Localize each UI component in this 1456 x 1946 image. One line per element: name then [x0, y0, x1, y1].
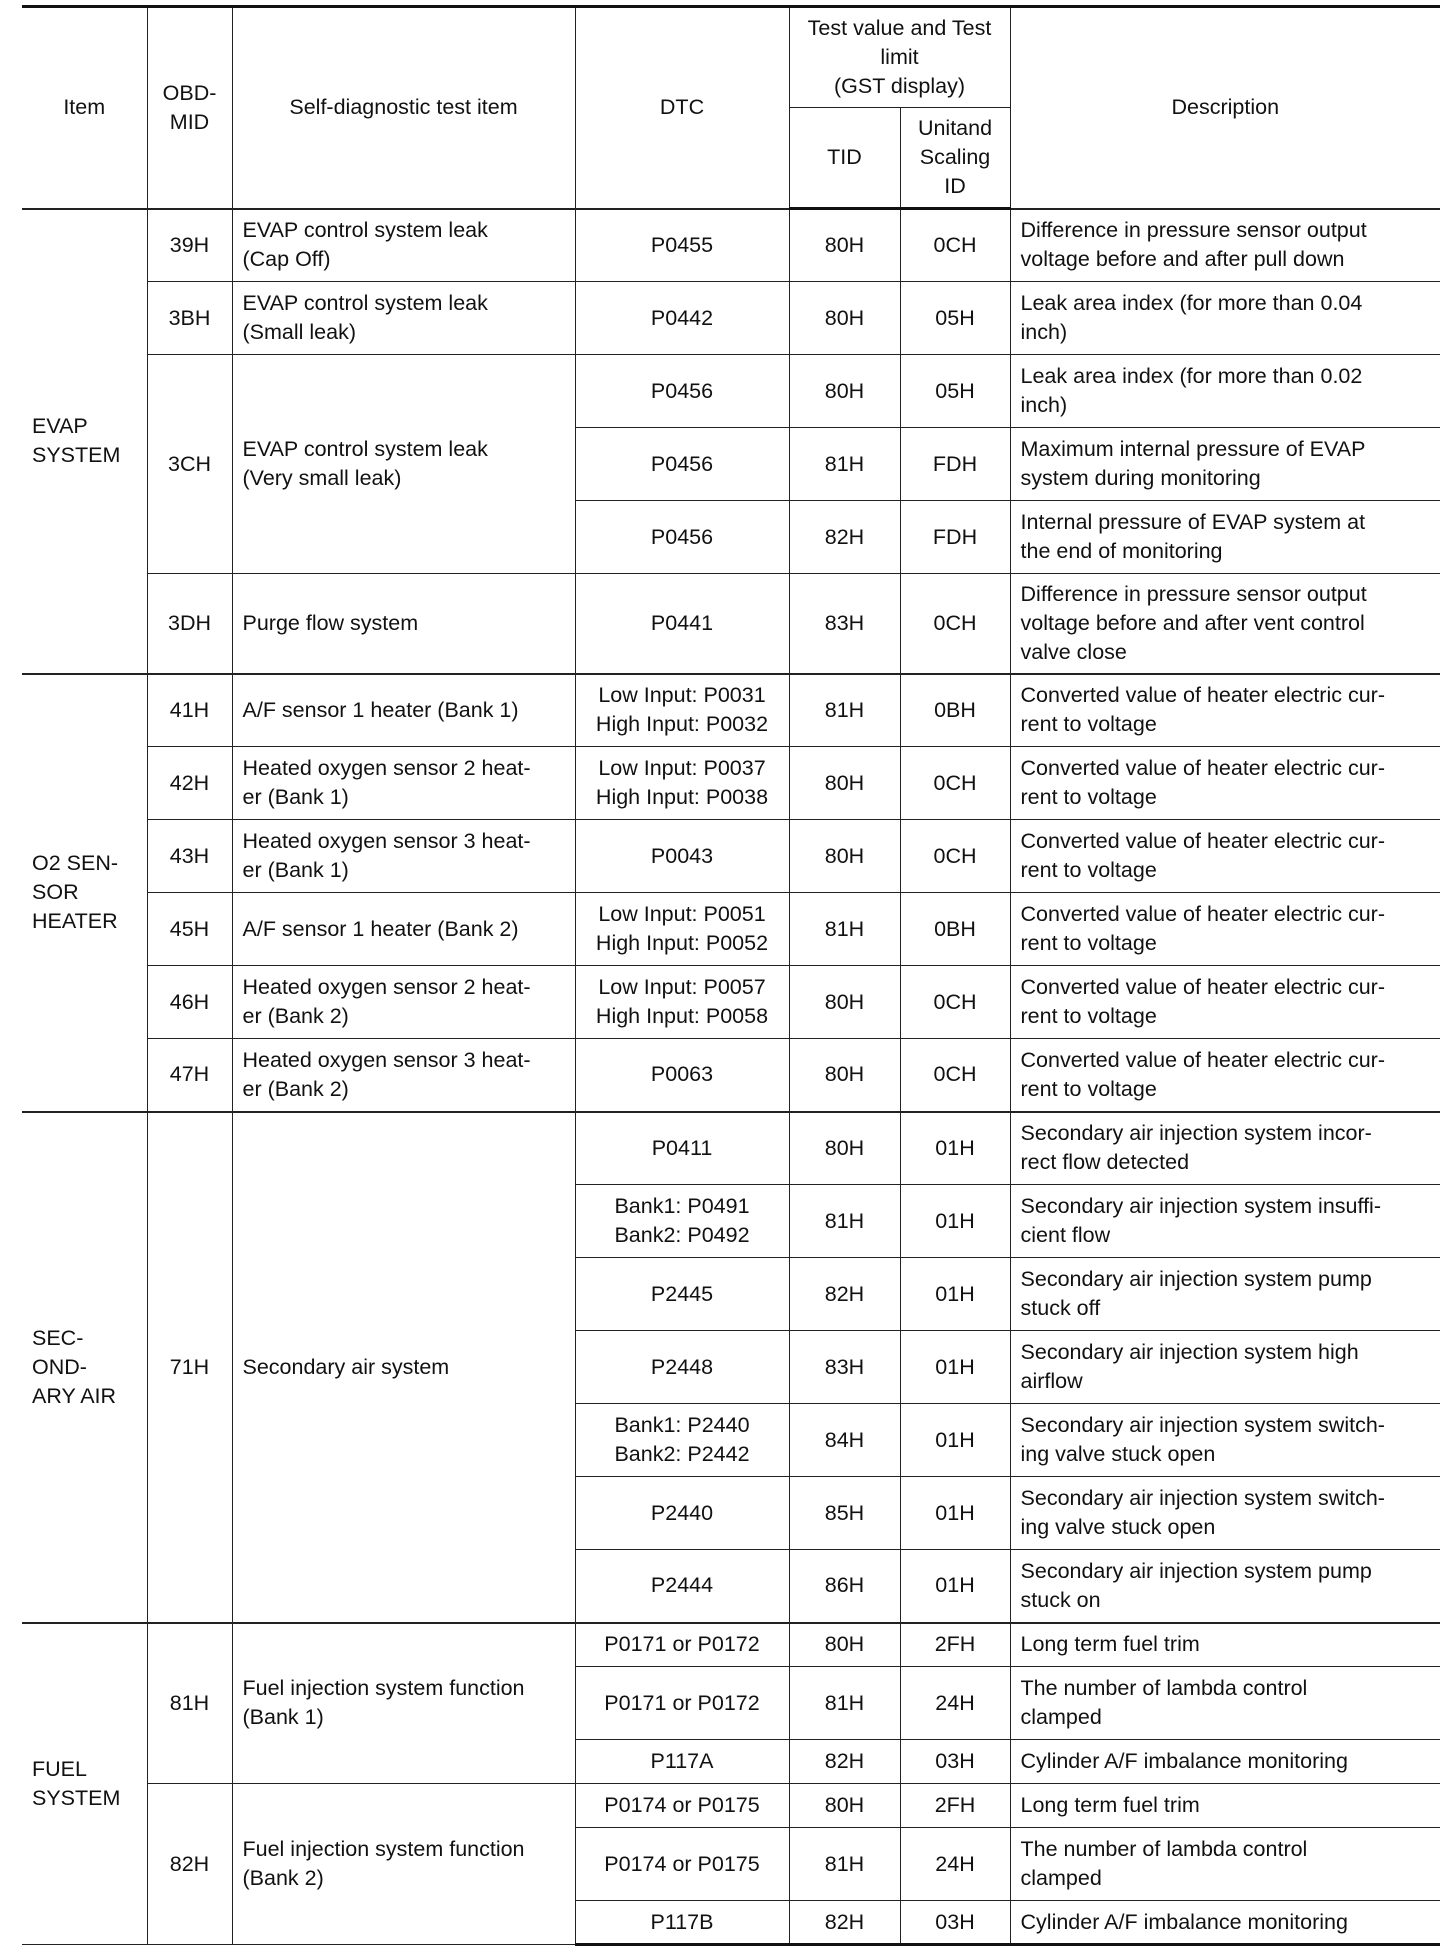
unit-scaling-cell: 01H	[900, 1112, 1010, 1185]
group-secondary-air	[22, 1112, 1440, 1623]
test-item-cell: Heated oxygen sensor 2 heat- er (Bank 1)	[232, 747, 575, 820]
unit-scaling-cell: FDH	[900, 428, 1010, 501]
unit-scaling-cell: 0CH	[900, 574, 1010, 674]
table-row	[22, 1784, 1440, 1828]
unit-scaling-cell: 24H	[900, 1667, 1010, 1740]
unit-scaling-cell: 0CH	[900, 1039, 1010, 1112]
dtc-cell: Low Input: P0051 High Input: P0052	[575, 893, 789, 966]
table-row	[22, 355, 1440, 428]
tid-cell: 82H	[789, 1901, 900, 1945]
tid-cell: 83H	[789, 574, 900, 674]
tid-cell: 84H	[789, 1404, 900, 1477]
unit-scaling-cell: 2FH	[900, 1784, 1010, 1828]
description-cell: Secondary air injection system insuffi- cient flow	[1010, 1185, 1440, 1258]
obd-mid-cell: 81H	[147, 1623, 232, 1784]
dtc-cell: P0043	[575, 820, 789, 893]
item-cell: SEC- OND- ARY AIR	[22, 1112, 147, 1623]
obd-mid-cell: 46H	[147, 966, 232, 1039]
description-cell: Converted value of heater electric cur- rent to voltage	[1010, 893, 1440, 966]
description-cell: Secondary air injection system pump stuck off	[1010, 1258, 1440, 1331]
tid-cell: 80H	[789, 282, 900, 355]
dtc-cell: P117A	[575, 1740, 789, 1784]
group-evap-system	[22, 209, 1440, 674]
tid-cell: 81H	[789, 428, 900, 501]
unit-scaling-cell: 0BH	[900, 893, 1010, 966]
table-row	[22, 1039, 1440, 1112]
header-unit-scaling: Unitand Scaling ID	[900, 108, 1010, 209]
table-row	[22, 966, 1440, 1039]
description-cell: Leak area index (for more than 0.04 inch)	[1010, 282, 1440, 355]
description-cell: Converted value of heater electric cur- rent to voltage	[1010, 966, 1440, 1039]
dtc-cell: P2448	[575, 1331, 789, 1404]
unit-scaling-cell: 0BH	[900, 674, 1010, 747]
test-item-cell: Fuel injection system function (Bank 2)	[232, 1784, 575, 1945]
obd-mid-cell: 3BH	[147, 282, 232, 355]
dtc-cell: Low Input: P0037 High Input: P0038	[575, 747, 789, 820]
tid-cell: 85H	[789, 1477, 900, 1550]
header-tid: TID	[789, 108, 900, 209]
test-item-cell: Heated oxygen sensor 2 heat- er (Bank 2)	[232, 966, 575, 1039]
description-cell: The number of lambda control clamped	[1010, 1828, 1440, 1901]
table-header	[22, 7, 1440, 209]
obd-mid-cell: 82H	[147, 1784, 232, 1945]
unit-scaling-cell: 05H	[900, 355, 1010, 428]
unit-scaling-cell: 03H	[900, 1740, 1010, 1784]
test-item-cell: EVAP control system leak (Cap Off)	[232, 209, 575, 282]
description-cell: Long term fuel trim	[1010, 1784, 1440, 1828]
tid-cell: 80H	[789, 355, 900, 428]
dtc-cell: Bank1: P2440 Bank2: P2442	[575, 1404, 789, 1477]
unit-scaling-cell: 01H	[900, 1185, 1010, 1258]
description-cell: Secondary air injection system switch- ing valve stuck open	[1010, 1404, 1440, 1477]
item-cell: FUEL SYSTEM	[22, 1623, 147, 1945]
table-row	[22, 747, 1440, 820]
header-obd-mid: OBD- MID	[147, 7, 232, 209]
tid-cell: 80H	[789, 1112, 900, 1185]
test-item-cell: EVAP control system leak (Small leak)	[232, 282, 575, 355]
dtc-cell: P0174 or P0175	[575, 1784, 789, 1828]
item-cell: EVAP SYSTEM	[22, 209, 147, 674]
description-cell: Converted value of heater electric cur- rent to voltage	[1010, 820, 1440, 893]
unit-scaling-cell: 24H	[900, 1828, 1010, 1901]
dtc-cell: Bank1: P0491 Bank2: P0492	[575, 1185, 789, 1258]
description-cell: Converted value of heater electric cur- rent to voltage	[1010, 674, 1440, 747]
dtc-cell: P117B	[575, 1901, 789, 1945]
obd-mid-cell: 45H	[147, 893, 232, 966]
dtc-cell: P0441	[575, 574, 789, 674]
description-cell: Difference in pressure sensor output voltage before and after pull down	[1010, 209, 1440, 282]
header-dtc: DTC	[575, 7, 789, 209]
obd-mid-cell: 3DH	[147, 574, 232, 674]
tid-cell: 80H	[789, 747, 900, 820]
dtc-cell: P2445	[575, 1258, 789, 1331]
obd-mid-cell: 43H	[147, 820, 232, 893]
tid-cell: 80H	[789, 1623, 900, 1667]
description-cell: The number of lambda control clamped	[1010, 1667, 1440, 1740]
description-cell: Cylinder A/F imbalance monitoring	[1010, 1901, 1440, 1945]
tid-cell: 81H	[789, 1667, 900, 1740]
unit-scaling-cell: 0CH	[900, 747, 1010, 820]
header-item: Item	[22, 7, 147, 209]
dtc-cell: Low Input: P0057 High Input: P0058	[575, 966, 789, 1039]
test-item-cell: A/F sensor 1 heater (Bank 1)	[232, 674, 575, 747]
dtc-cell: P0456	[575, 355, 789, 428]
dtc-cell: P0063	[575, 1039, 789, 1112]
dtc-cell: Low Input: P0031 High Input: P0032	[575, 674, 789, 747]
header-description: Description	[1010, 7, 1440, 209]
description-cell: Maximum internal pressure of EVAP system during monitoring	[1010, 428, 1440, 501]
dtc-cell: P0171 or P0172	[575, 1623, 789, 1667]
test-item-cell: Secondary air system	[232, 1112, 575, 1623]
obd-mid-cell: 3CH	[147, 355, 232, 574]
unit-scaling-cell: 2FH	[900, 1623, 1010, 1667]
obd-mid-cell: 71H	[147, 1112, 232, 1623]
description-cell: Secondary air injection system pump stuck on	[1010, 1550, 1440, 1623]
tid-cell: 80H	[789, 820, 900, 893]
dtc-cell: P0456	[575, 428, 789, 501]
tid-cell: 82H	[789, 1740, 900, 1784]
tid-cell: 80H	[789, 209, 900, 282]
tid-cell: 81H	[789, 1185, 900, 1258]
header-test-value: Test value and Test limit (GST display)	[789, 7, 1010, 108]
dtc-cell: P0442	[575, 282, 789, 355]
group-fuel-system	[22, 1623, 1440, 1945]
description-cell: Long term fuel trim	[1010, 1623, 1440, 1667]
description-cell: Secondary air injection system high airflow	[1010, 1331, 1440, 1404]
dtc-cell: P0456	[575, 501, 789, 574]
table-row	[22, 820, 1440, 893]
obd-mid-cell: 41H	[147, 674, 232, 747]
table-row	[22, 1112, 1440, 1185]
unit-scaling-cell: 05H	[900, 282, 1010, 355]
obd-mid-cell: 42H	[147, 747, 232, 820]
obd-mid-cell: 47H	[147, 1039, 232, 1112]
table-row	[22, 209, 1440, 282]
unit-scaling-cell: 0CH	[900, 820, 1010, 893]
table-row	[22, 893, 1440, 966]
table-row	[22, 1623, 1440, 1667]
table-row	[22, 674, 1440, 747]
test-item-cell: Heated oxygen sensor 3 heat- er (Bank 2)	[232, 1039, 575, 1112]
tid-cell: 83H	[789, 1331, 900, 1404]
unit-scaling-cell: 01H	[900, 1258, 1010, 1331]
description-cell: Internal pressure of EVAP system at the end of monitoring	[1010, 501, 1440, 574]
tid-cell: 82H	[789, 1258, 900, 1331]
obd-mid-cell: 39H	[147, 209, 232, 282]
test-item-cell: A/F sensor 1 heater (Bank 2)	[232, 893, 575, 966]
tid-cell: 81H	[789, 674, 900, 747]
header-test-item: Self-diagnostic test item	[232, 7, 575, 209]
unit-scaling-cell: 0CH	[900, 209, 1010, 282]
description-cell: Converted value of heater electric cur- rent to voltage	[1010, 1039, 1440, 1112]
dtc-cell: P2444	[575, 1550, 789, 1623]
dtc-cell: P0411	[575, 1112, 789, 1185]
description-cell: Secondary air injection system switch- ing valve stuck open	[1010, 1477, 1440, 1550]
test-item-cell: Purge flow system	[232, 574, 575, 674]
unit-scaling-cell: 0CH	[900, 966, 1010, 1039]
tid-cell: 80H	[789, 1039, 900, 1112]
dtc-cell: P0455	[575, 209, 789, 282]
dtc-cell: P2440	[575, 1477, 789, 1550]
tid-cell: 82H	[789, 501, 900, 574]
unit-scaling-cell: 03H	[900, 1901, 1010, 1945]
tid-cell: 80H	[789, 966, 900, 1039]
test-item-cell: Heated oxygen sensor 3 heat- er (Bank 1)	[232, 820, 575, 893]
dtc-cell: P0171 or P0172	[575, 1667, 789, 1740]
dtc-cell: P0174 or P0175	[575, 1828, 789, 1901]
description-cell: Secondary air injection system incor- rect flow detected	[1010, 1112, 1440, 1185]
table-row	[22, 574, 1440, 674]
tid-cell: 86H	[789, 1550, 900, 1623]
unit-scaling-cell: 01H	[900, 1477, 1010, 1550]
tid-cell: 81H	[789, 1828, 900, 1901]
unit-scaling-cell: 01H	[900, 1550, 1010, 1623]
description-cell: Converted value of heater electric cur- rent to voltage	[1010, 747, 1440, 820]
tid-cell: 80H	[789, 1784, 900, 1828]
unit-scaling-cell: FDH	[900, 501, 1010, 574]
group-o2-sensor-heater	[22, 674, 1440, 1112]
item-cell: O2 SEN- SOR HEATER	[22, 674, 147, 1112]
test-item-cell: EVAP control system leak (Very small leak)	[232, 355, 575, 574]
description-cell: Cylinder A/F imbalance monitoring	[1010, 1740, 1440, 1784]
test-item-cell: Fuel injection system function (Bank 1)	[232, 1623, 575, 1784]
unit-scaling-cell: 01H	[900, 1404, 1010, 1477]
tid-cell: 81H	[789, 893, 900, 966]
table-row	[22, 282, 1440, 355]
obd-test-table	[22, 5, 1440, 1946]
description-cell: Difference in pressure sensor output voltage before and after vent control valve close	[1010, 574, 1440, 674]
unit-scaling-cell: 01H	[900, 1331, 1010, 1404]
description-cell: Leak area index (for more than 0.02 inch)	[1010, 355, 1440, 428]
